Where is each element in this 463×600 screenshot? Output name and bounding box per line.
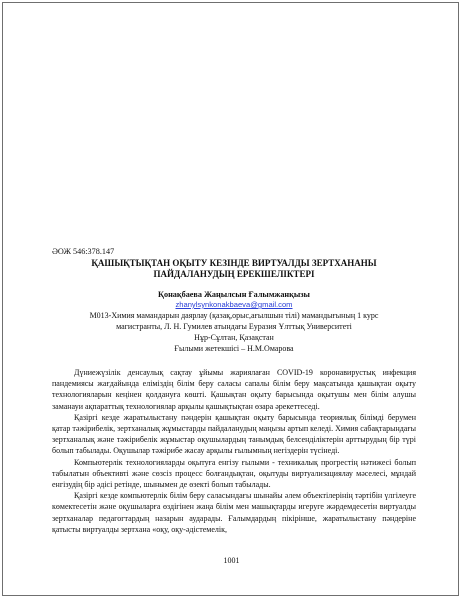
body-paragraph: Дүниежүзілік денсаулық сақтау ұйымы жариялаған COVID-19 коронавирустық инфекция пандемиясы жағдайында еліміздің білім беру саласы сапалы білім беру мақсатында қашықтан оқыту технологияларын кеңінен қолдануға көшті. Қашықтан оқыту барысында оқытушы мен білім алушы заманауи ақпараттық технологиялар арқылы қашықтықтан өзара әрекеттеседі. [52,368,416,411]
article-page [52,247,416,535]
title-line: ПАЙДАЛАНУДЫҢ ЕРЕКШЕЛІКТЕРІ [153,269,315,279]
author-name: Қонақбаева Жаңылсын Ғалымжанқызы [158,290,310,299]
page-number: 1001 [223,556,240,565]
affiliation-line: Нұр-Сұлтан, Қазақстан [194,333,274,342]
author-affiliation [52,310,416,354]
article-body [52,367,416,535]
title-line: ҚАШЫҚТЫҚТАН ОҚЫТУ КЕЗІНДЕ ВИРТУАЛДЫ ЗЕРТХАНАНЫ [91,258,377,268]
body-paragraph: Қазіргі кезде жаратылыстану пәндерін қашықтан оқыту барысында теориялық білімді берумен қатар тәжірибелік, зертханалық жұмыстарды пайдаланудың маңызы артып келеді. Химия сабақтарындағы зертханалық және тәжірибелік жұмыстар оқушылардың танымдық белсенділіктерін арттырудың бір түрі болып табылады. Оқушылар тәжірибе жасау арқылы ғылымның негіздерін түсінеді. [52,412,416,456]
affiliation-line: Ғылыми жетекшісі – Н.М.Омарова [174,344,294,353]
affiliation-line: магистранты, Л. Н. Гумилев атындағы Еуразия Ұлттық Университеті [116,322,352,331]
affiliation-line: М013-Химия мамандарын даярлау (қазақ,орыс,ағылшын тілі) мамандығының 1 курс [89,311,379,320]
article-title [52,258,416,280]
body-paragraph: Қазіргі кезде компьютерлік білім беру саласындағы шынайы әлем объектілерінің тәртібін үлгілеуге көмектесетін және оқушыларға өздігінен жаңа білім мен машықтарды игеруге жәрдемдесетін виртуалды зертханалар педагогтардың назарын аударады. Ғалымдардың пікірінше, жаратылыстану пәндеріне қатысты виртуалды зертхана «оқу, оқу-әдістемелік, [52,491,416,534]
body-paragraph: Компьютерлік технологияларды оқытуға енгізу ғылыми - техникалық прогрестің нәтижесі болып табылатын объективті және сөзсіз процесс болғандықтан, оқытуды виртуализациялау мәселесі, мұндай енгізудің бір әдісі ретінде, шынымен де өзекті болып табылады. [52,457,416,490]
author-email-link[interactable]: zhanylsynkonakbaeva@gmail.com [175,300,293,309]
udc-code: ӘОЖ 546:378.147 [52,247,115,256]
